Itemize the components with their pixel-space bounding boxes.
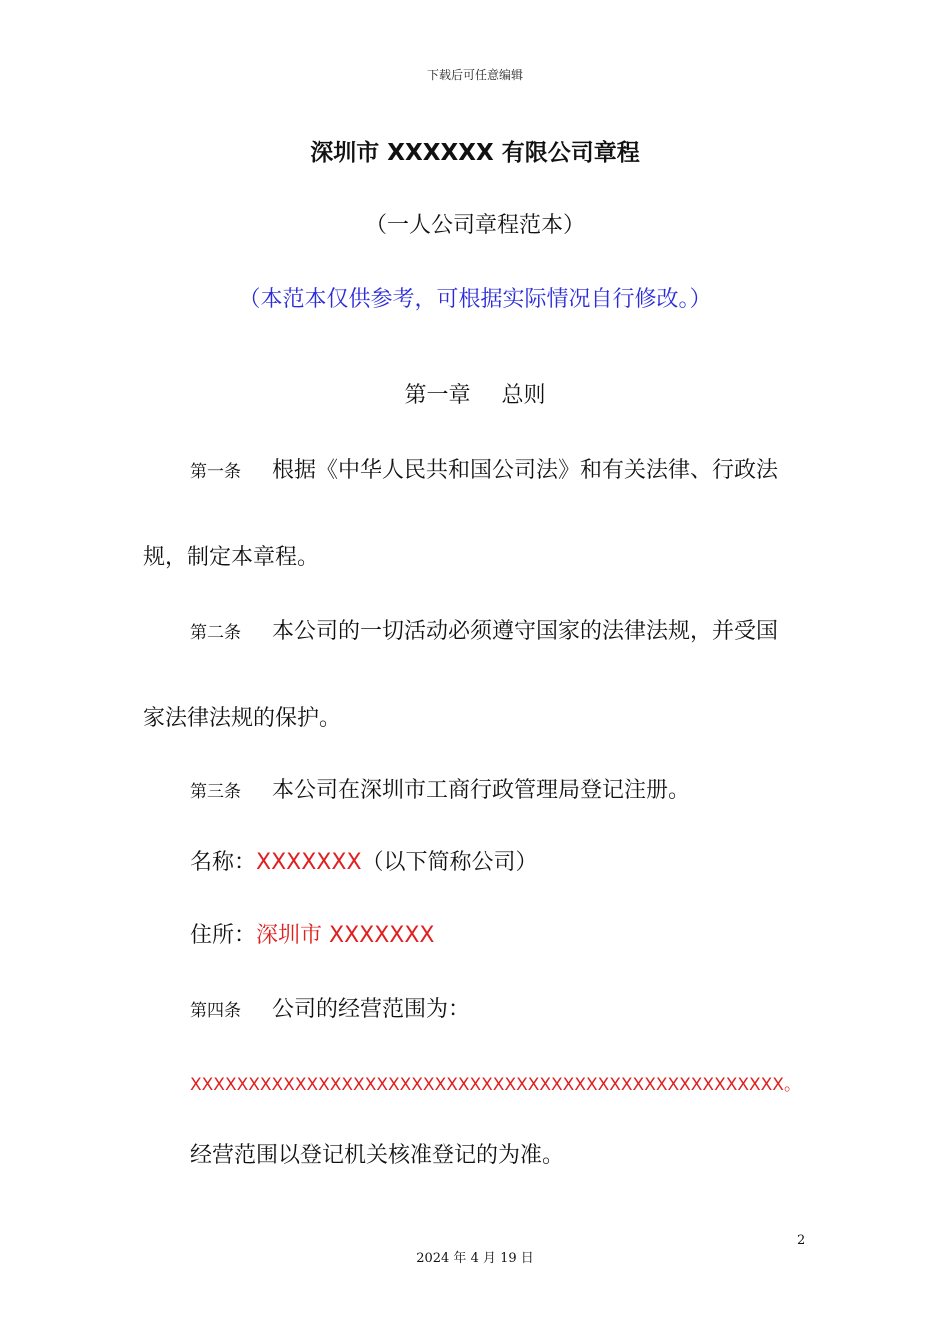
article-2-label: 第二条 <box>190 623 241 643</box>
article-2-text-line2: 家法律法规的保护。 <box>143 706 342 731</box>
article-3-text: 本公司在深圳市工商行政管理局登记注册。 <box>272 778 691 803</box>
footer-date: 2024 年 4 月 19 日 <box>416 1251 534 1266</box>
document-subtitle: （一人公司章程范本） <box>364 213 585 238</box>
document-title: 深圳市 XXXXXX 有限公司章程 <box>310 140 640 166</box>
company-name-suffix: （以下简称公司） <box>361 850 538 875</box>
article-1-text-line1: 根据《中华人民共和国公司法》和有关法律、行政法 <box>272 458 779 483</box>
article-2 <box>190 614 778 645</box>
company-address-line <box>190 918 435 949</box>
chapter-heading: 第一章 总则 <box>404 383 546 408</box>
company-name-value: XXXXXXX <box>256 850 362 875</box>
company-address-value: 深圳市 XXXXXXX <box>256 923 435 948</box>
company-name-label: 名称： <box>190 850 257 875</box>
article-1 <box>190 453 778 484</box>
article-4 <box>190 992 470 1023</box>
article-3-label: 第三条 <box>190 782 241 802</box>
article-1-text-line2: 规，制定本章程。 <box>143 545 320 570</box>
article-2-text-line1: 本公司的一切活动必须遵守国家的法律法规，并受国 <box>272 619 779 644</box>
page-header-note: 下载后可任意编辑 <box>426 68 523 82</box>
company-name-line <box>190 845 538 876</box>
article-1-label: 第一条 <box>190 462 241 482</box>
page-number: 2 <box>797 1233 806 1248</box>
business-scope-note: 经营范围以登记机关核准登记的为准。 <box>190 1143 565 1168</box>
template-note: （本范本仅供参考，可根据实际情况自行修改。） <box>238 287 712 312</box>
article-4-label: 第四条 <box>190 1001 241 1021</box>
article-4-text: 公司的经营范围为： <box>272 997 471 1022</box>
business-scope-value: XXXXXXXXXXXXXXXXXXXXXXXXXXXXXXXXXXXXXXXXXXXXXXXXXXX。 <box>190 1075 801 1095</box>
article-3 <box>190 773 690 804</box>
company-address-label: 住所： <box>190 923 257 948</box>
